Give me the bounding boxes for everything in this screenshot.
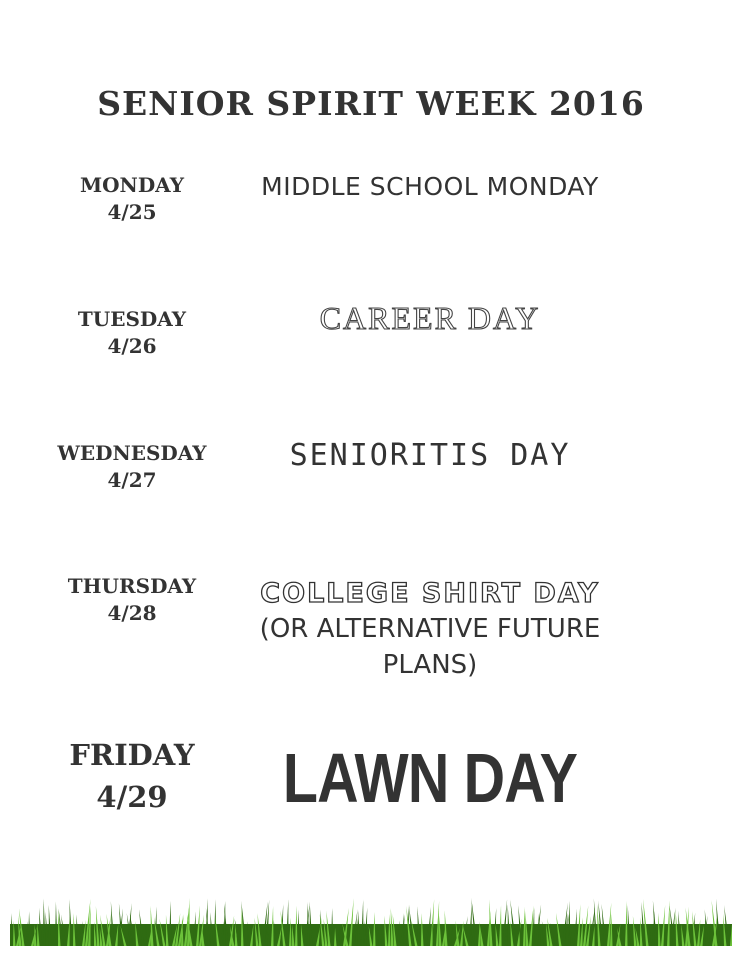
day-friday xyxy=(32,734,232,818)
grass-border-image xyxy=(10,896,732,946)
day-date: 4/28 xyxy=(107,601,157,625)
day-date: 4/29 xyxy=(96,780,168,815)
day-name: THURSDAY xyxy=(67,574,197,598)
grass-blade xyxy=(286,899,289,946)
theme-wednesday: SENIORITIS DAY xyxy=(289,438,571,473)
theme-thursday xyxy=(230,578,630,684)
theme-monday: MIDDLE SCHOOL MONDAY xyxy=(261,172,599,201)
grass-blade xyxy=(43,898,46,946)
day-name: MONDAY xyxy=(80,173,184,197)
day-date: 4/26 xyxy=(107,334,157,358)
day-monday xyxy=(32,172,232,226)
day-name: TUESDAY xyxy=(77,307,187,331)
grass-blade xyxy=(625,901,628,946)
day-name: WEDNESDAY xyxy=(57,441,207,465)
day-thursday xyxy=(32,573,232,627)
grass-blade xyxy=(169,901,172,946)
grass-blade xyxy=(214,899,217,946)
theme-friday: LAWN DAY xyxy=(282,739,578,817)
grass-blade xyxy=(310,901,313,946)
theme-note: (OR ALTERNATIVE FUTURE PLANS) xyxy=(259,614,601,681)
theme-main: COLLEGE SHIRT DAY xyxy=(260,578,600,609)
day-date: 4/25 xyxy=(107,200,157,224)
page-title: SENIOR SPIRIT WEEK 2016 xyxy=(97,84,645,123)
day-date: 4/27 xyxy=(107,468,157,492)
day-tuesday xyxy=(32,306,232,360)
day-wednesday xyxy=(32,440,232,494)
theme-tuesday: CAREER DAY xyxy=(319,300,541,336)
grass-blade xyxy=(361,900,364,946)
grass-blade xyxy=(55,901,58,946)
day-name: FRIDAY xyxy=(69,738,195,772)
